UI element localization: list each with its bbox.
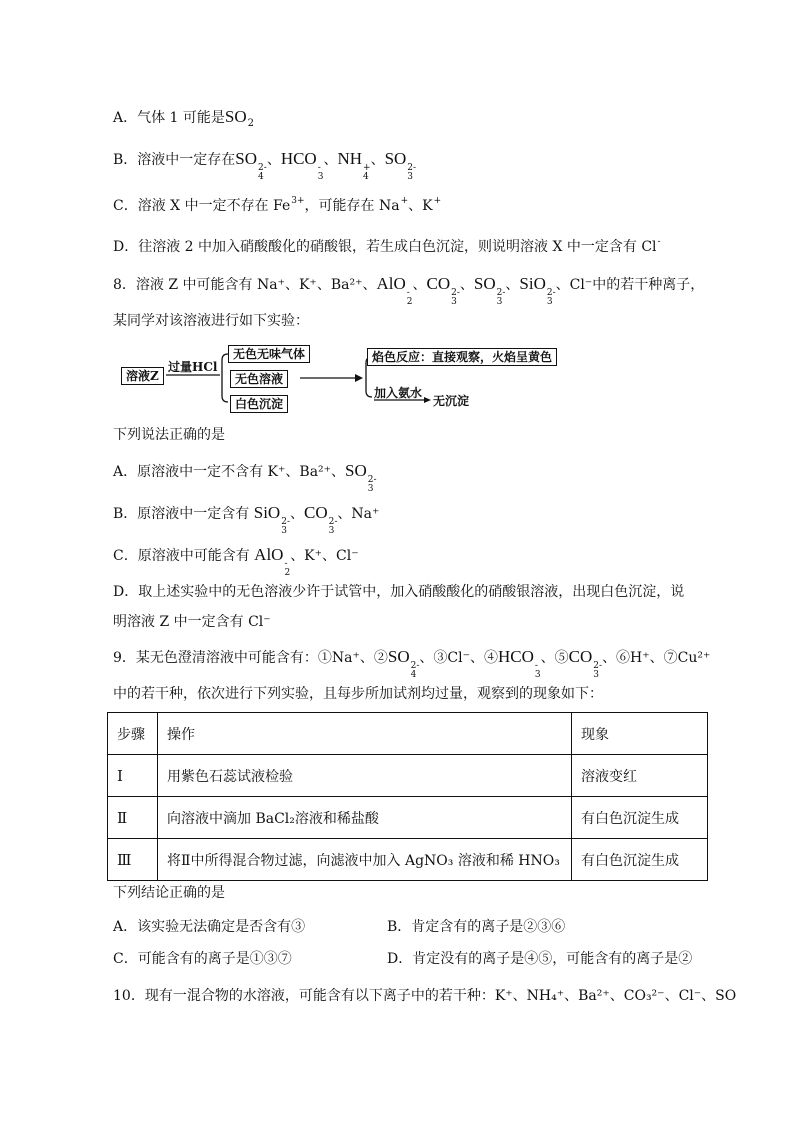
header-step: 步骤	[108, 713, 158, 755]
option-text: A．气体 1 可能是	[113, 110, 225, 126]
q9-stem	[113, 647, 710, 680]
option-text: B．原溶液中一定含有	[113, 506, 250, 522]
subscript: 2	[247, 118, 255, 129]
superscript: +	[433, 196, 442, 206]
stem-tail: 、Cl⁻中的若干种离子，	[555, 277, 705, 293]
option-text: C．溶液 X 中一定不存在 Fe	[113, 198, 291, 214]
ion-so3: SO 2- 3	[345, 461, 377, 494]
stem-text-c: 、⑤	[540, 650, 569, 666]
ion-so3: SO 2- 3	[473, 274, 506, 307]
stem-text: 9．某无色澄清溶液中可能含有：①Na⁺、②	[113, 650, 388, 666]
table-row	[108, 797, 708, 839]
formula: SO	[224, 107, 247, 126]
ion-nh4: NH + 4	[337, 149, 371, 182]
q8-stem-2: 某同学对该溶液进行如下实验：	[113, 313, 309, 329]
experiment-table	[107, 712, 708, 881]
q8-option-b: B．原溶液中一定含有 SiO 2- 3 、CO 2- 3 、Na⁺	[113, 503, 380, 536]
q9-option-a: A．该实验无法确定是否含有③	[113, 919, 306, 935]
step-cell: Ⅲ	[108, 839, 158, 881]
stem-text-b: 、③Cl⁻、④	[419, 650, 499, 666]
step-cell: Ⅱ	[108, 797, 158, 839]
q8-option-d-line2: 明溶液 Z 中一定含有 Cl⁻	[113, 614, 271, 630]
no-precipitate-label: 无沉淀	[433, 394, 470, 408]
q8-option-c	[113, 545, 359, 578]
option-tail: 、K⁺、Cl⁻	[290, 548, 359, 564]
ion-sio3: SiO 2- 3	[253, 503, 290, 536]
table-header-row	[108, 713, 708, 755]
q9-option-b: B．肯定含有的离子是②③⑥	[387, 919, 566, 935]
q8-option-d-line1: D．取上述实验中的无色溶液少许于试管中，加入硝酸酸化的硝酸银溶液，出现白色沉淀，说	[113, 584, 685, 600]
q8-stem: 8．溶液 Z 中可能含有 Na⁺、K⁺、Ba²⁺、AlO - 2 、CO 2- 3 、SO 2- 3 、SiO 2- 3 、Cl⁻中的若干种离子，	[113, 274, 705, 307]
table-row	[108, 839, 708, 881]
start-box: 溶液Z	[121, 367, 164, 385]
operation-cell: 向溶液中滴加 BaCl₂溶液和稀盐酸	[158, 797, 572, 839]
step-cell: Ⅰ	[108, 755, 158, 797]
superscript: +	[400, 196, 409, 206]
ion-alo2: AlO - 2	[254, 545, 291, 578]
ion-co3: CO 2- 3	[304, 503, 338, 536]
option-text-3: 、K	[408, 198, 433, 214]
reagent-label: 过量HCl	[168, 360, 218, 374]
ion-co3: CO 2- 3	[426, 274, 460, 307]
q9-ask: 下列结论正确的是	[113, 885, 225, 901]
operation-cell: 用紫色石蕊试液检验	[158, 755, 572, 797]
header-phenomenon: 现象	[572, 713, 708, 755]
stem-text: 8．溶液 Z 中可能含有 Na⁺、K⁺、Ba²⁺、	[113, 277, 377, 293]
flame-test-box: 焰色反应：直接观察，火焰呈黄色	[367, 348, 557, 366]
result-precipitate-box: 白色沉淀	[230, 395, 288, 413]
q9-stem-2: 中的若干种，依次进行下列实验，且每步所加试剂均过量，观察到的现象如下：	[113, 686, 603, 702]
superscript: 3+	[291, 196, 305, 206]
ion-so4: SO 2- 4	[235, 149, 267, 182]
ion-co3: CO 2- 3	[568, 647, 603, 680]
option-text: A．原溶液中一定不含有 K⁺、Ba²⁺、	[113, 464, 346, 480]
ion-alo2: AlO - 2	[376, 274, 413, 307]
option-text: D．往溶液 2 中加入硝酸酸化的硝酸银，若生成白色沉淀，则说明溶液 X 中一定含有 Cl	[113, 239, 657, 255]
ion-so4: SO 2- 4	[387, 647, 420, 680]
ion-sio3: SiO 2- 3	[519, 274, 556, 307]
option-text: B．溶液中一定存在	[113, 152, 236, 168]
table-row	[108, 755, 708, 797]
q10-stem: 10．现有一混合物的水溶液，可能含有以下离子中的若干种：K⁺、NH₄⁺、Ba²⁺、CO₃²⁻、Cl⁻、SO	[113, 988, 737, 1004]
header-operation: 操作	[158, 713, 572, 755]
separator: 、	[323, 152, 338, 168]
phenomenon-cell: 有白色沉淀生成	[572, 797, 708, 839]
ion-so3: SO 2- 3	[384, 149, 417, 182]
stem-text-d: 、⑥H⁺、⑦Cu²⁺	[602, 650, 711, 666]
q8-ask: 下列说法正确的是	[113, 427, 225, 443]
q8-option-a	[113, 461, 377, 494]
q9-option-d: D．肯定没有的离子是④⑤，可能含有的离子是②	[387, 951, 693, 967]
result-gas-box: 无色无味气体	[228, 345, 310, 363]
separator: 、	[266, 152, 281, 168]
q9-option-c: C．可能含有的离子是①③⑦	[113, 951, 292, 967]
operation-cell: 将Ⅱ中所得混合物过滤，向滤液中加入 AgNO₃ 溶液和稀 HNO₃	[158, 839, 572, 881]
ammonia-label: 加入氨水	[374, 386, 423, 400]
option-tail: 、Na⁺	[337, 506, 380, 522]
ion-hco3: HCO - 3	[280, 149, 324, 182]
option-text: C．原溶液中可能含有	[113, 548, 250, 564]
phenomenon-cell: 有白色沉淀生成	[572, 839, 708, 881]
option-text-2: ，可能存在 Na	[304, 198, 400, 214]
ion-hco3: HCO - 3	[498, 647, 541, 680]
separator: 、	[370, 152, 385, 168]
phenomenon-cell: 溶液变红	[572, 755, 708, 797]
superscript: -	[657, 237, 661, 247]
result-solution-box: 无色溶液	[230, 370, 288, 388]
